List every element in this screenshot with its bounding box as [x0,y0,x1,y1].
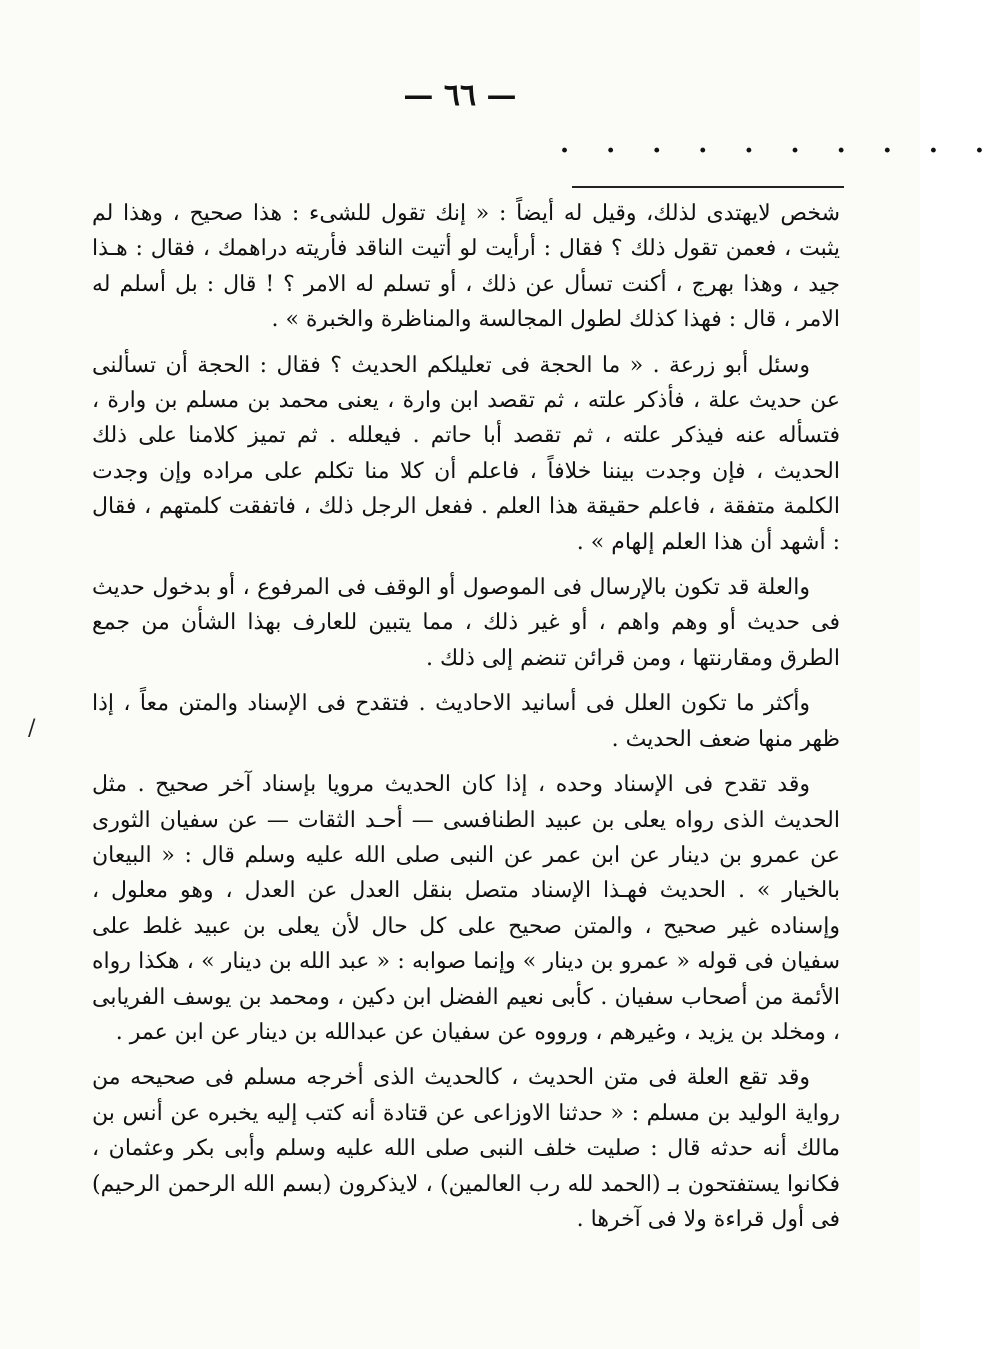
omission-dots: · · · · · · · · · · [560,136,998,166]
separator-rule [572,186,844,188]
body-text [92,196,840,1237]
paragraph-1: شخص لايهتدى لذلك، وقيل له أيضاً : « إنك تقول للشىء : هذا صحيح ، وهذا لم يثبت ، فعمن تقول ذلك ؟ فقال : أرأيت لو أتيت الناقد فأريته دراهمك ، فقال : هـذا جيد ، وهذا بهرج ، أكنت تسأل عن ذلك ، أو تسلم له الامر ؟ ! قال : بل أسلم له الامر ، قال : فهذا كذلك لطول المجالسة والمناظرة والخبرة » . [92,201,840,333]
paragraph-3: والعلة قد تكون بالإرسال فى الموصول أو الوقف فى المرفوع ، أو بدخول حديث فى حديث أو وهم واهم ، أو غير ذلك ، مما يتبين للعارف بهذا الشأن من جمع الطرق ومقارنتها ، ومن قرائن تنضم إلى ذلك . [92,575,840,671]
paragraph-2: وسئل أبو زرعة . « ما الحجة فى تعليلكم الحديث ؟ فقال : الحجة أن تسألنى عن حديث علة ، فأذكر علته ، ثم تقصد ابن وارة ، يعنى محمد بن مسلم بن وارة ، فتسأله عنه فيذكر علته ، ثم تقصد أبا حاتم . فيعلله . ثم تميز كلامنا على ذلك الحديث ، فإن وجدت بيننا خلافاً ، فاعلم أن كلا منا تكلم على مراده وإن وجدت الكلمة متفقة ، فاعلم حقيقة هذا العلم . ففعل الرجل ذلك ، فاتفقت كلمتهم ، فقال : أشهد أن هذا العلم إلهام » . [92,352,840,555]
paragraph-6: وقد تقع العلة فى متن الحديث ، كالحديث الذى أخرجه مسلم فى صحيحه من رواية الوليد بن مسلم : « حدثنا الاوزاعى عن قتادة أنه كتب إليه يخبره عن أنس بن مالك أنه حدثه قال : صليت خلف النبى صلى الله عليه وسلم وأبى بكر وعثمان ، فكانوا يستفتحون بـ (الحمد لله رب العالمين) ، لايذكرون (بسم الله الرحمن الرحيم) فى أول قراءة ولا فى آخرها . [92,1065,840,1232]
paragraph-4: وأكثر ما تكون العلل فى أسانيد الاحاديث . فتقدح فى الإسناد والمتن معاً ، إذا ظهر منها ضعف الحديث . [92,691,840,752]
margin-mark: / [28,716,36,741]
paragraph-5: وقد تقدح فى الإسناد وحده ، إذا كان الحديث مرويا بإسناد آخر صحيح . مثل الحديث الذى رواه يعلى بن عبيد الطنافسى — أحـد الثقات — عن سفيان الثورى عن عمرو بن دينار عن ابن عمر عن النبى صلى الله عليه وسلم قال : « البيعان بالخيار » . الحديث فهـذا الإسناد متصل بنقل العدل عن العدل ، وهو معلول ، وإسناده غير صحيح ، والمتن صحيح على كل حال لأن يعلى بن عبيد غلط على سفيان فى قوله « عمرو بن دينار » وإنما صوابه : « عبد الله بن دينار » ، هكذا رواه الأئمة من أصحاب سفيان . كأبى نعيم الفضل ابن دكين ، ومحمد بن يوسف الفريابى ، ومخلد بن يزيد ، وغيرهم ، ورووه عن سفيان عن عبدالله بن دينار عن ابن عمر . [92,772,840,1045]
page-number: — ٦٦ — [403,78,517,113]
